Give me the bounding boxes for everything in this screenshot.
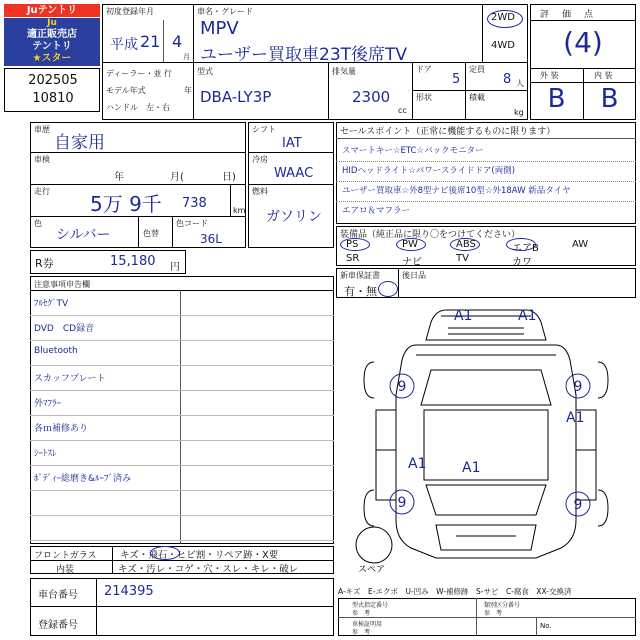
logo	[4, 4, 100, 66]
note-item: スカッフプレート	[34, 374, 106, 384]
spare-label: スペア	[358, 565, 386, 575]
damage-a1-right: A1	[566, 410, 585, 426]
damage-tire-rl: 9	[397, 495, 407, 511]
note-item: DVD CD録音	[34, 324, 95, 334]
shift: IAT	[282, 136, 302, 151]
sales-point-item: スマートキー☆ETC☆バックモニター	[342, 146, 484, 156]
sales-point-item: ユーザー買取車☆外8型ナビ後席10型☆外18AW 新品タイヤ	[342, 186, 571, 196]
car-name: MPV	[200, 18, 239, 39]
car-grade: ユーザー買取車23T後席TV	[200, 45, 408, 65]
color: シルバー	[56, 227, 111, 243]
damage-tire-fr: 9	[573, 379, 583, 395]
equipment-item: エアB	[512, 243, 539, 254]
note-item: ｼｰﾄｽﾚ	[34, 449, 57, 459]
drive-2wd: 2WD	[491, 12, 515, 23]
air-conditioner: WAAC	[274, 166, 314, 181]
recycle-fee: 15,180	[110, 254, 156, 269]
damage-a1-front-right: A1	[518, 308, 537, 324]
logo-line2: 適正販売店	[27, 29, 77, 40]
equipment-item: PW	[402, 239, 418, 250]
equipment-item: SR	[346, 253, 360, 264]
doors: 5	[452, 72, 461, 87]
registration-era: 平成	[110, 37, 138, 53]
interior-options: キズ・汚レ・コゲ・穴・スレ・キレ・破レ	[118, 564, 299, 575]
fuel: ガソリン	[266, 209, 322, 225]
damage-a1-center: A1	[462, 460, 481, 476]
note-item: ﾌﾙｾｸﾞTV	[34, 299, 69, 309]
damage-tire-rr: 9	[573, 497, 583, 513]
logo-brand: Juテントリ	[4, 4, 100, 17]
logo-line4: ★スター	[32, 53, 72, 64]
interior-grade: B	[600, 84, 619, 114]
equipment-item: カワ	[512, 257, 532, 268]
displacement: 2300	[352, 88, 391, 106]
logo-line3: テントリ	[32, 41, 72, 52]
registration-month: 4	[172, 32, 183, 51]
equipment-item: ナビ	[402, 257, 422, 268]
equipment-item: ABS	[456, 239, 476, 250]
color-code: 36L	[200, 232, 222, 246]
stock-number: 202505 10810	[4, 68, 100, 112]
notes-box	[30, 276, 334, 544]
sales-point-item: エアロ＆マフラー	[342, 206, 411, 216]
sales-point-item: HIDヘッドライト☆パワースライドドア(両側)	[342, 166, 516, 176]
note-item: ﾎﾞﾃﾞｨｰ総磨き&ﾙｰﾌﾞ済み	[34, 474, 132, 484]
exterior-grade: B	[547, 84, 566, 114]
note-item: Bluetooth	[34, 346, 78, 356]
capacity: 8	[503, 72, 512, 87]
note-item: 外ﾏﾌﾗｰ	[34, 399, 62, 409]
front-glass-options: キズ・飛石・ヒビ割・リペア跡・X要	[120, 550, 279, 561]
model-code: DBA-LY3P	[200, 88, 272, 106]
car-diagram	[336, 300, 636, 580]
damage-tire-fl: 9	[397, 379, 407, 395]
note-item: 各ｍ補修あり	[34, 424, 89, 434]
damage-legend: A-キズ E-エクボ U-凹み W-補修跡 S-サビ C-腐食 XX-交換済	[338, 587, 572, 596]
drive-4wd: 4WD	[491, 40, 515, 51]
rating-score: (4)	[563, 26, 603, 59]
warranty-value: 有・無	[344, 285, 377, 298]
registration-year: 21	[140, 32, 161, 51]
damage-a1-left: A1	[408, 456, 427, 472]
equipment-item: AW	[572, 239, 589, 250]
equipment-item: PS	[346, 239, 359, 250]
logo-ju: Ju	[47, 18, 57, 28]
chassis-number: 214395	[104, 584, 154, 599]
equipment-item: TV	[456, 253, 469, 264]
usage: 自家用	[54, 133, 105, 153]
damage-a1-front-left: A1	[454, 308, 473, 324]
mileage: 5万 9千	[90, 192, 162, 216]
